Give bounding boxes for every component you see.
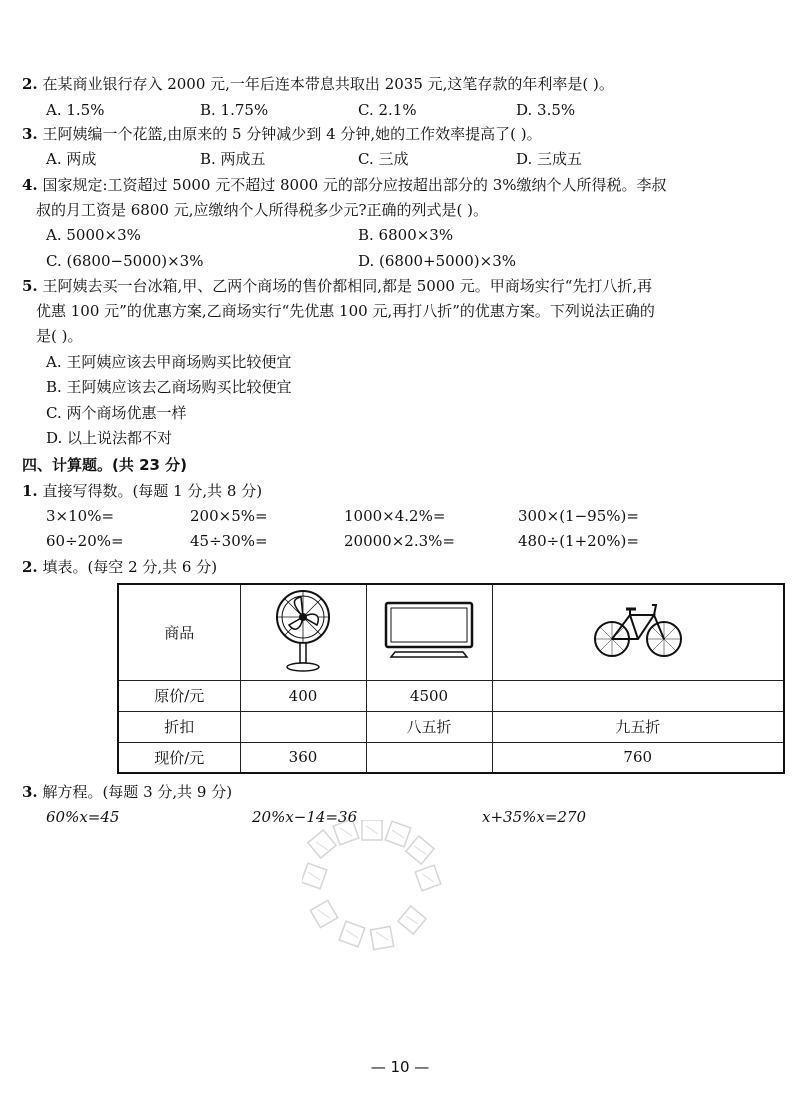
subquestion-2-title xyxy=(22,556,217,578)
question-number: 2. xyxy=(22,558,38,576)
bicycle-cell xyxy=(492,584,784,680)
subquestion-text: 直接写得数。(每题 1 分,共 8 分) xyxy=(42,482,263,500)
option-b: B. 6800×3% xyxy=(358,226,454,244)
watermark-stamp xyxy=(302,820,442,960)
calc-item: 3×10%= xyxy=(46,507,115,525)
option-a: A. 5000×3% xyxy=(46,226,141,244)
question-number: 2. xyxy=(22,75,38,93)
table-cell: 400 xyxy=(240,680,366,711)
section-title: 四、计算题。(共 23 分) xyxy=(22,456,188,474)
bicycle-icon xyxy=(592,599,684,661)
fan-icon xyxy=(273,587,333,673)
option-b: B. 王阿姨应该去乙商场购买比较便宜 xyxy=(46,378,292,396)
question-text: 王阿姨编一个花篮,由原来的 5 分钟减少到 4 分钟,她的工作效率提高了( )。 xyxy=(42,125,542,143)
calc-item: 1000×4.2%= xyxy=(344,507,446,525)
table-cell: 八五折 xyxy=(366,711,492,742)
table-cell: 760 xyxy=(492,742,784,773)
question-text-line: 是( )。 xyxy=(36,327,83,345)
question-text-line: 王阿姨去买一台冰箱,甲、乙两个商场的售价都相同,都是 5000 元。甲商场实行“先打八折,再 xyxy=(42,277,653,295)
question-number: 1. xyxy=(22,482,38,500)
question-number: 4. xyxy=(22,176,38,194)
option-a: A. 王阿姨应该去甲商场购买比较便宜 xyxy=(46,353,292,371)
table-header-cell: 商品 xyxy=(118,584,240,680)
table-cell: 360 xyxy=(240,742,366,773)
option-b: B. 1.75% xyxy=(200,101,269,119)
option-d: D. (6800+5000)×3% xyxy=(358,252,517,270)
table-cell: 九五折 xyxy=(492,711,784,742)
calc-item: 20000×2.3%= xyxy=(344,532,455,550)
question-text-line: 优惠 100 元”的优惠方案,乙商场实行“先优惠 100 元,再打八折”的优惠方案。下列说法正确的 xyxy=(36,302,655,320)
table-cell xyxy=(240,711,366,742)
question-text-line: 叔的月工资是 6800 元,应缴纳个人所得税多少元?正确的列式是( )。 xyxy=(36,201,488,219)
row-label: 现价/元 xyxy=(118,742,240,773)
question-5 xyxy=(22,275,652,297)
question-text: 在某商业银行存入 2000 元,一年后连本带息共取出 2035 元,这笔存款的年利率是( )。 xyxy=(42,75,614,93)
question-3 xyxy=(22,123,542,145)
question-number: 5. xyxy=(22,277,38,295)
option-d: D. 三成五 xyxy=(516,150,583,168)
equation: x+35%x=270 xyxy=(482,808,587,826)
row-label: 原价/元 xyxy=(118,680,240,711)
question-number: 3. xyxy=(22,125,38,143)
option-c: C. 两个商场优惠一样 xyxy=(46,404,187,422)
tv-cell xyxy=(366,584,492,680)
equation: 20%x−14=36 xyxy=(252,808,358,826)
option-d: D. 以上说法都不对 xyxy=(46,429,173,447)
fan-cell xyxy=(240,584,366,680)
calc-item: 60÷20%= xyxy=(46,532,124,550)
option-c: C. 2.1% xyxy=(358,101,417,119)
subquestion-text: 填表。(每空 2 分,共 6 分) xyxy=(42,558,218,576)
table-cell xyxy=(366,742,492,773)
table-cell: 4500 xyxy=(366,680,492,711)
subquestion-text: 解方程。(每题 3 分,共 9 分) xyxy=(42,783,233,801)
option-d: D. 3.5% xyxy=(516,101,576,119)
question-2 xyxy=(22,73,614,95)
option-c: C. 三成 xyxy=(358,150,409,168)
tv-icon xyxy=(383,600,475,660)
calc-item: 300×(1−95%)= xyxy=(518,507,639,525)
calc-item: 45÷30%= xyxy=(190,532,268,550)
option-c: C. (6800−5000)×3% xyxy=(46,252,204,270)
question-number: 3. xyxy=(22,783,38,801)
option-a: A. 1.5% xyxy=(46,101,105,119)
option-b: B. 两成五 xyxy=(200,150,266,168)
question-text-line: 国家规定:工资超过 5000 元不超过 8000 元的部分应按超出部分的 3%缴纳个人所得税。李叔 xyxy=(42,176,667,194)
subquestion-1-title xyxy=(22,480,262,502)
row-label: 折扣 xyxy=(118,711,240,742)
page-number: — 10 — xyxy=(370,1058,430,1076)
calc-item: 480÷(1+20%)= xyxy=(518,532,639,550)
price-table xyxy=(117,583,785,774)
subquestion-3-title xyxy=(22,781,232,803)
option-a: A. 两成 xyxy=(46,150,97,168)
equation: 60%x=45 xyxy=(46,808,120,826)
calc-item: 200×5%= xyxy=(190,507,268,525)
question-4 xyxy=(22,174,667,196)
table-cell xyxy=(492,680,784,711)
